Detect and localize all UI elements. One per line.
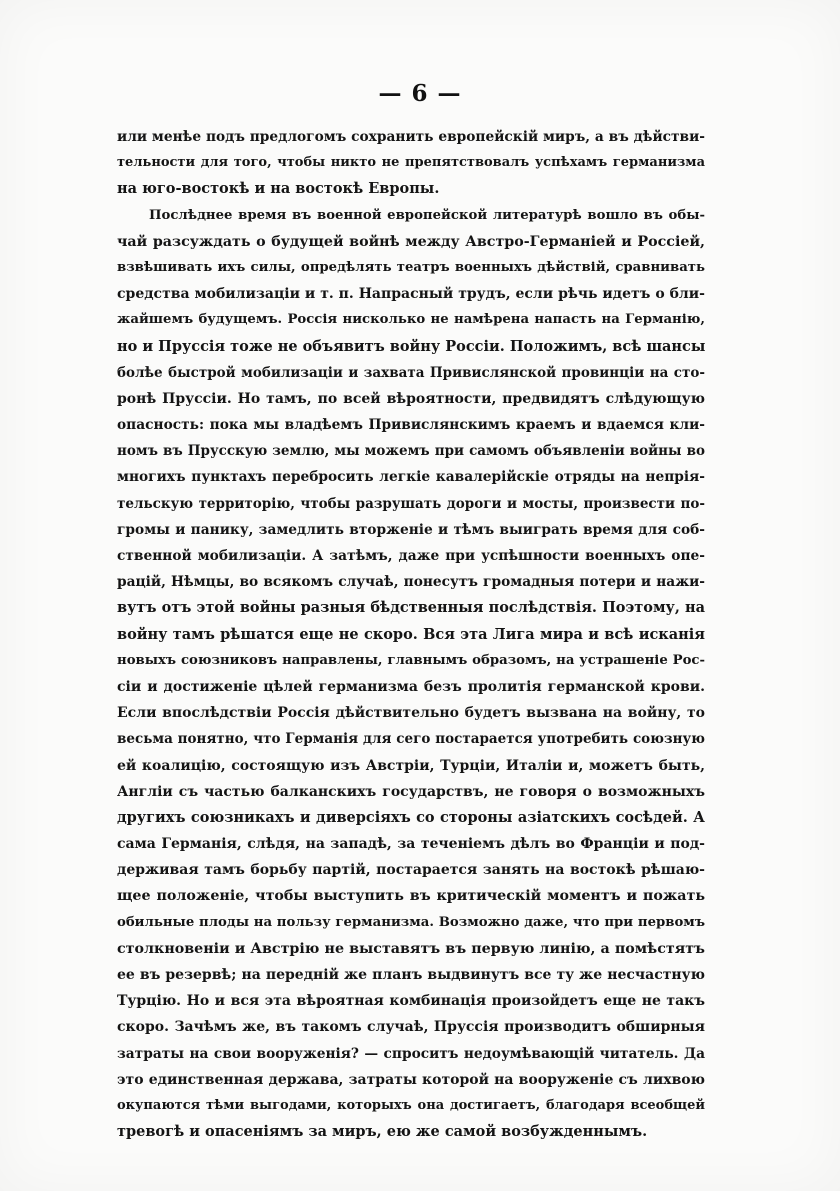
text-line: столкновеніи и Австрію не выставятъ въ первую линію, а помѣстятъ bbox=[117, 940, 705, 957]
text-line: тельскую территорію, чтобы разрушать дороги и мосты, произвести по- bbox=[117, 495, 705, 512]
text-line: ственной мобилизаціи. А затѣмъ, даже при успѣшности военныхъ опе- bbox=[117, 548, 705, 564]
text-line: другихъ союзникахъ и диверсіяхъ со стороны азіатскихъ сосѣдей. А bbox=[117, 808, 705, 826]
text-line: но и Пруссія тоже не объявитъ войну Россіи. Положимъ, всѣ шансы bbox=[117, 337, 705, 355]
text-line: тельности для того, чтобы никто не препятствовалъ успѣхамъ германизма bbox=[117, 155, 705, 171]
text-line: ей коалицію, состоящую изъ Австріи, Турціи, Италіи и, можетъ быть, bbox=[117, 757, 705, 774]
text-line: ее въ резервѣ; на передній же планъ выдвинутъ все ту же несчастную bbox=[117, 967, 705, 983]
text-line: взвѣшивать ихъ силы, опредѣлять театръ военныхъ дѣйствій, сравнивать bbox=[117, 259, 705, 275]
text-line: новыхъ союзниковъ направлены, главнымъ образомъ, на устрашеніе Рос- bbox=[117, 652, 705, 668]
text-line: жайшемъ будущемъ. Россія нисколько не намѣрена напасть на Германію, bbox=[117, 312, 705, 328]
text-line: опасность: пока мы владѣемъ Привислянскимъ краемъ и вдаемся кли- bbox=[117, 417, 705, 434]
text-line: тревогѣ и опасеніямъ за миръ, ею же самой возбужденнымъ. bbox=[117, 1123, 648, 1141]
text-line: Турцію. Но и вся эта вѣроятная комбинація произойдетъ еще не такъ bbox=[117, 993, 705, 1010]
text-line: Послѣднее время въ военной европейской литературѣ вошло въ обы- bbox=[149, 207, 705, 223]
text-line: средства мобилизаціи и т. п. Напрасный трудъ, если рѣчь идетъ о бли- bbox=[117, 286, 705, 303]
body-text bbox=[117, 124, 705, 1145]
text-line: держивая тамъ борьбу партій, постарается занять на востокѣ рѣшаю- bbox=[117, 862, 705, 879]
text-line: на юго-востокѣ и на востокѣ Европы. bbox=[117, 180, 440, 198]
page-number: — 6 — bbox=[378, 80, 462, 107]
text-line: Англіи съ частью балканскихъ государствъ, не говоря о возможныхъ bbox=[117, 783, 705, 800]
text-line: войну тамъ рѣшатся еще не скоро. Вся эта Лига мира и всѣ исканія bbox=[117, 625, 705, 643]
text-line: чай разсуждать о будущей войнѣ между Австро-Германіей и Россіей, bbox=[117, 233, 705, 250]
text-line: сама Германія, слѣдя, на западѣ, за теченіемъ дѣлъ во Франціи и под- bbox=[117, 836, 705, 853]
text-line: ронѣ Пруссіи. Но тамъ, по всей вѣроятности, предвидятъ слѣдующую bbox=[117, 390, 705, 407]
text-line: рацій, Нѣмцы, во всякомъ случаѣ, понесутъ громадныя потери и нажи- bbox=[117, 574, 705, 591]
text-line: весьма понятно, что Германія для сего постарается употребить союзную bbox=[117, 731, 705, 748]
text-line: затраты на свои вооруженія? — спроситъ недоумѣвающій читатель. Да bbox=[117, 1045, 705, 1062]
text-line: или менѣе подъ предлогомъ сохранить европейскій миръ, а въ дѣйстви- bbox=[117, 129, 705, 145]
text-line: многихъ пунктахъ перебросить легкіе кавалерійскіе отряды на непрія- bbox=[117, 469, 705, 486]
text-line: Если впослѣдствіи Россія дѣйствительно будетъ вызвана на войну, то bbox=[117, 705, 705, 722]
text-line: сіи и достиженіе цѣлей германизма безъ пролитія германской крови. bbox=[117, 678, 705, 695]
text-line: громы и панику, замедлить вторженіе и тѣмъ выиграть время для соб- bbox=[117, 521, 705, 538]
text-line: это единственная держава, затраты которой на вооруженіе съ лихвою bbox=[117, 1071, 705, 1088]
text-line: окупаются тѣми выгодами, которыхъ она достигаетъ, благодаря всеобщей bbox=[117, 1097, 705, 1113]
text-line: обильные плоды на пользу германизма. Возможно даже, что при первомъ bbox=[117, 914, 705, 930]
text-line: вутъ отъ этой войны разныя бѣдственныя послѣдствія. Поэтому, на bbox=[117, 599, 705, 617]
text-line: болѣе быстрой мобилизаціи и захвата Привислянской провинціи на сто- bbox=[117, 364, 705, 381]
text-line: номъ въ Прусскую землю, мы можемъ при самомъ объявленіи войны во bbox=[117, 443, 705, 460]
text-line: скоро. Зачѣмъ же, въ такомъ случаѣ, Пруссія производитъ обширныя bbox=[117, 1019, 705, 1036]
text-line: щее положеніе, чтобы выступить въ критическій моментъ и пожать bbox=[117, 888, 705, 905]
